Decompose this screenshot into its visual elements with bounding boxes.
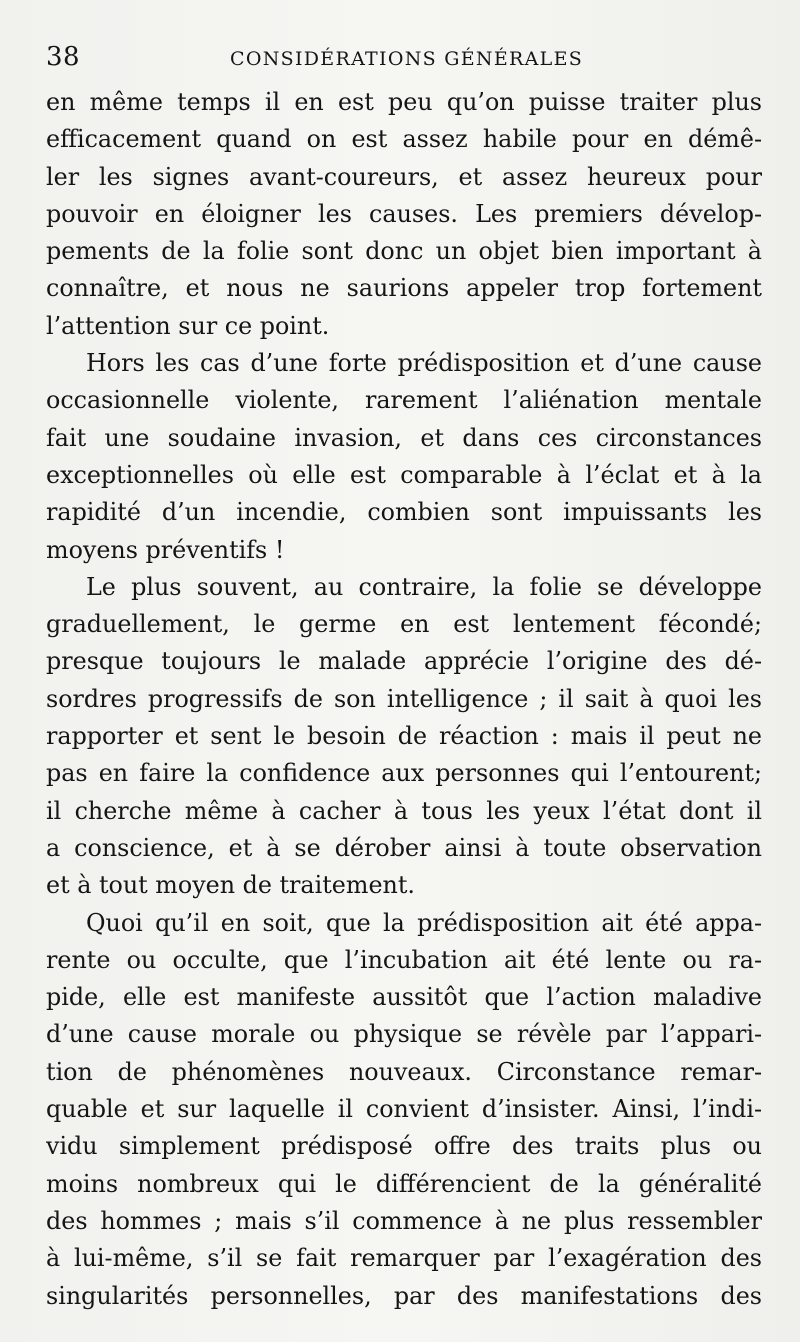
text-line: sordres progressifs de son intelligence ; il sait à quoi les — [46, 684, 762, 713]
text-line: a conscience, et à se dérober ainsi à toute observation — [46, 833, 762, 862]
text-line: pouvoir en éloigner les causes. Les premiers dévelop- — [46, 199, 762, 228]
text-line: Hors les cas d’une forte prédisposition et d’une cause — [86, 349, 762, 378]
text-line: presque toujours le malade apprécie l’origine des dé- — [46, 647, 762, 676]
body-text — [46, 84, 762, 1315]
text-line: ler les signes avant-coureurs, et assez heureux pour — [46, 162, 762, 191]
text-line: en même temps il en est peu qu’on puisse traiter plus — [46, 88, 762, 116]
text-line: moyens préventifs ! — [46, 535, 285, 564]
text-line: occasionnelle violente, rarement l’aliénation mentale — [46, 386, 762, 415]
text-line: exceptionnelles où elle est comparable à l’éclat et à la — [46, 460, 762, 489]
text-line: Le plus souvent, au contraire, la folie se développe — [86, 572, 762, 601]
page-number: 38 — [46, 42, 81, 72]
text-line: vidu simplement prédisposé offre des traits plus ou — [46, 1132, 762, 1161]
text-line: des hommes ; mais s’il commence à ne plus ressembler — [46, 1206, 762, 1235]
text-line: connaître, et nous ne saurions appeler trop fortement — [46, 274, 762, 303]
text-line: tion de phénomènes nouveaux. Circonstance remar- — [46, 1057, 762, 1086]
text-line: pide, elle est manifeste aussitôt que l’action maladive — [46, 983, 762, 1012]
text-line: graduellement, le germe en est lentement fécondé; — [46, 610, 762, 639]
text-line: et à tout moyen de traitement. — [46, 871, 415, 900]
text-line: l’attention sur ce point. — [46, 311, 330, 340]
page-header — [46, 42, 762, 76]
text-line: pas en faire la confidence aux personnes qui l’entourent; — [46, 759, 762, 788]
running-head: CONSIDÉRATIONS GÉNÉRALES — [230, 48, 584, 70]
text-line: Quoi qu’il en soit, que la prédisposition ait été appa- — [86, 908, 762, 937]
text-line: efficacement quand on est assez habile pour en démê- — [46, 125, 762, 154]
text-line: rapidité d’un incendie, combien sont impuissants les — [46, 498, 762, 527]
text-line: fait une soudaine invasion, et dans ces circonstances — [46, 423, 762, 452]
text-line: moins nombreux qui le différencient de la généralité — [46, 1169, 762, 1198]
text-line: rente ou occulte, que l’incubation ait été lente ou ra- — [46, 945, 762, 974]
text-line: il cherche même à cacher à tous les yeux l’état dont il — [46, 796, 762, 825]
text-line: rapporter et sent le besoin de réaction : mais il peut ne — [46, 722, 762, 751]
text-line: d’une cause morale ou physique se révèle par l’appari- — [46, 1020, 762, 1049]
text-line: à lui-même, s’il se fait remarquer par l’exagération des — [46, 1244, 762, 1273]
text-line: quable et sur laquelle il convient d’insister. Ainsi, l’indi- — [46, 1095, 762, 1124]
text-line: singularités personnelles, par des manifestations des — [46, 1281, 762, 1310]
text-line: pements de la folie sont donc un objet bien important à — [46, 237, 762, 266]
